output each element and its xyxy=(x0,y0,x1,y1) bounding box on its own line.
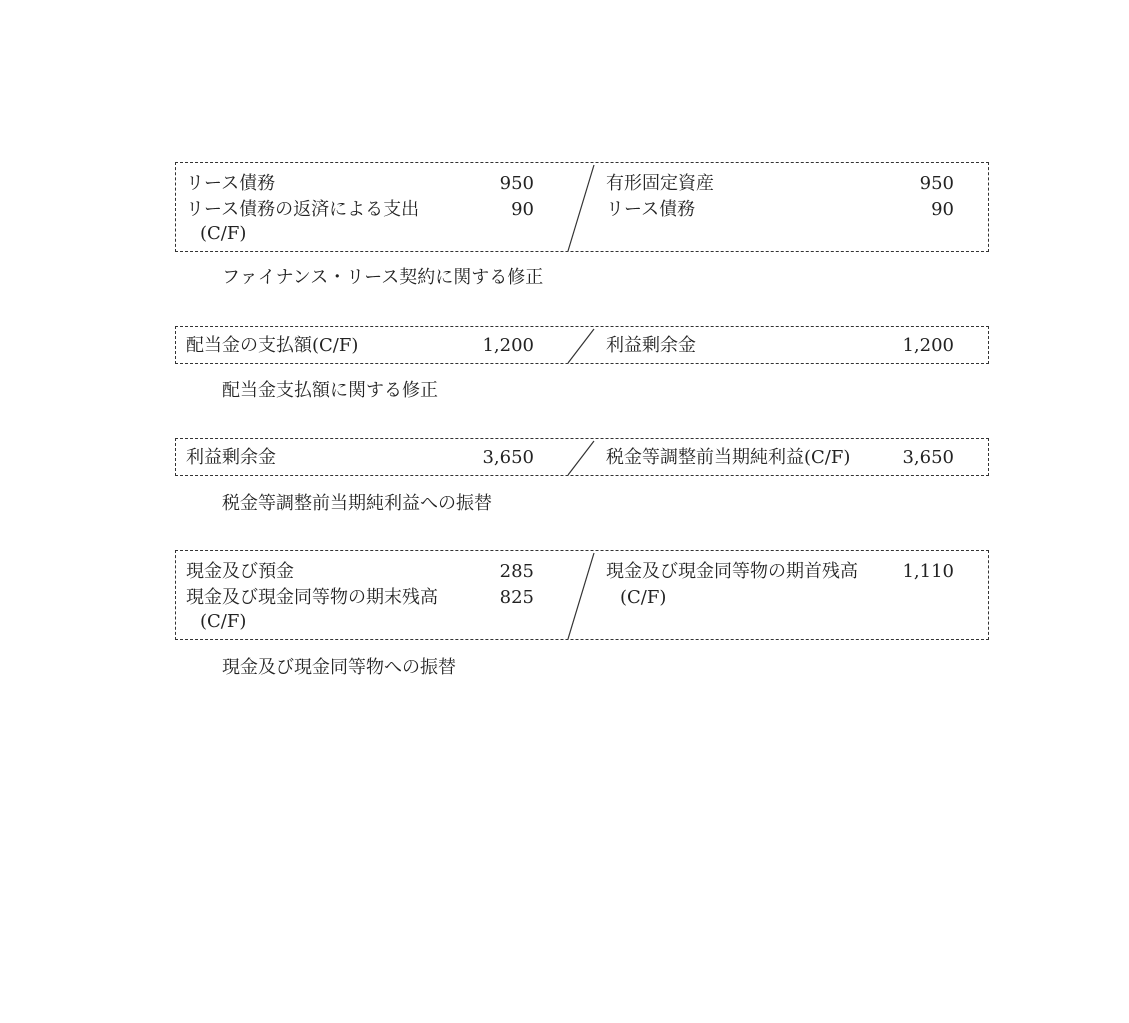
journal-entry-4 xyxy=(175,550,989,640)
entry-caption: ファイナンス・リース契約に関する修正 xyxy=(222,267,544,288)
debit-account: 配当金の支払額(C/F) xyxy=(186,335,359,356)
credit-account: 有形固定資産 xyxy=(606,173,714,194)
debit-amount: 285 xyxy=(499,561,534,582)
credit-amount: 1,200 xyxy=(902,335,954,356)
credit-account: 税金等調整前当期純利益(C/F) xyxy=(606,447,851,468)
debit-account: (C/F) xyxy=(200,223,247,244)
entry-caption: 税金等調整前当期純利益への振替 xyxy=(222,493,492,514)
debit-amount: 90 xyxy=(511,199,534,220)
debit-amount: 825 xyxy=(499,587,534,608)
debit-account: 現金及び現金同等物の期末残高 xyxy=(186,587,438,608)
entry-caption: 現金及び現金同等物への振替 xyxy=(222,657,456,678)
journal-entry-3 xyxy=(175,438,989,476)
debit-account: リース債務の返済による支出 xyxy=(186,199,420,220)
debit-account: リース債務 xyxy=(186,173,276,194)
credit-account: リース債務 xyxy=(606,199,696,220)
debit-account: (C/F) xyxy=(200,611,247,632)
journal-entry-2 xyxy=(175,326,989,364)
credit-amount: 3,650 xyxy=(902,447,954,468)
credit-account: 現金及び現金同等物の期首残高 xyxy=(606,561,858,582)
debit-account: 現金及び預金 xyxy=(186,561,294,582)
debit-amount: 3,650 xyxy=(482,447,534,468)
credit-amount: 90 xyxy=(931,199,954,220)
debit-amount: 950 xyxy=(499,173,534,194)
debit-account: 利益剰余金 xyxy=(186,447,276,468)
credit-amount: 1,110 xyxy=(902,561,954,582)
entry-divider-slash xyxy=(176,439,990,477)
credit-amount: 950 xyxy=(919,173,954,194)
entry-caption: 配当金支払額に関する修正 xyxy=(222,380,438,401)
credit-account: (C/F) xyxy=(620,587,667,608)
credit-account: 利益剰余金 xyxy=(606,335,696,356)
debit-amount: 1,200 xyxy=(482,335,534,356)
journal-entry-1 xyxy=(175,162,989,252)
